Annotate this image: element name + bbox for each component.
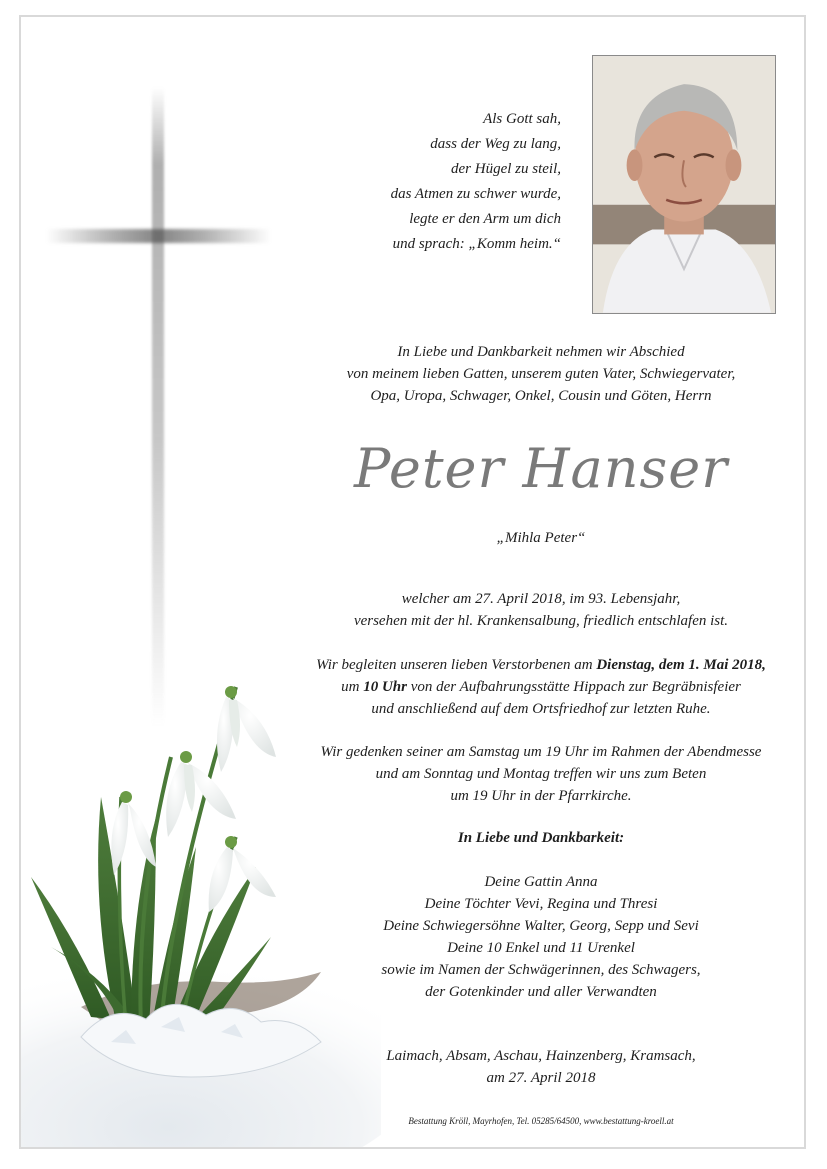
place-line: Laimach, Absam, Aschau, Hainzenberg, Kramsach, bbox=[386, 1048, 696, 1064]
footer-undertaker: Bestattung Kröll, Mayrhofen, Tel. 05285/64500, www.bestattung-kroell.at bbox=[408, 1116, 674, 1126]
snowdrop-flower bbox=[166, 751, 236, 837]
mourners-list bbox=[291, 871, 791, 1003]
mourner-line: sowie im Namen der Schwägerinnen, des Schwagers, bbox=[381, 962, 701, 978]
deceased-name: Peter Hanser bbox=[353, 437, 729, 500]
mourners-heading: In Liebe und Dankbarkeit: bbox=[457, 830, 625, 846]
intro-line: In Liebe und Dankbarkeit nehmen wir Abschied bbox=[397, 344, 685, 360]
portrait-photo bbox=[592, 55, 776, 314]
mourner-line: Deine Gattin Anna bbox=[484, 874, 598, 890]
prayer-line: um 19 Uhr in der Pfarrkirche. bbox=[450, 788, 632, 804]
death-notice bbox=[291, 588, 791, 632]
mourner-line: Deine 10 Enkel und 11 Urenkel bbox=[447, 940, 635, 956]
parte-page bbox=[19, 15, 806, 1149]
funeral-line: um 10 Uhr von der Aufbahrungsstätte Hippach zur Begräbnisfeier bbox=[341, 679, 741, 695]
date-line: am 27. April 2018 bbox=[486, 1070, 596, 1086]
prayer-line: und am Sonntag und Montag treffen wir uns zum Beten bbox=[375, 766, 707, 782]
funeral-time: 10 Uhr bbox=[363, 679, 407, 695]
poem-line: legte er den Arm um dich bbox=[409, 211, 561, 227]
place-date bbox=[291, 1045, 791, 1089]
poem-line: der Hügel zu steil, bbox=[451, 161, 561, 177]
intro-line: von meinem lieben Gatten, unserem guten Vater, Schwiegervater, bbox=[346, 366, 736, 382]
funeral-line: Wir begleiten unseren lieben Verstorbenen am Dienstag, dem 1. Mai 2018, bbox=[316, 657, 766, 673]
funeral-details bbox=[291, 654, 791, 720]
mourner-line: Deine Töchter Vevi, Regina und Thresi bbox=[424, 896, 658, 912]
intro-text bbox=[291, 341, 791, 407]
poem-line: Als Gott sah, bbox=[483, 111, 561, 127]
deceased-nickname: „Mihla Peter“ bbox=[496, 530, 586, 546]
poem-line: und sprach: „Komm heim.“ bbox=[392, 236, 561, 252]
intro-line: Opa, Uropa, Schwager, Onkel, Cousin und Göten, Herrn bbox=[370, 388, 712, 404]
death-notice-line: welcher am 27. April 2018, im 93. Lebensjahr, bbox=[401, 591, 681, 607]
poem-line: das Atmen zu schwer wurde, bbox=[390, 186, 561, 202]
mourner-line: Deine Schwiegersöhne Walter, Georg, Sepp und Sevi bbox=[383, 918, 699, 934]
mourner-line: der Gotenkinder und aller Verwandten bbox=[425, 984, 657, 1000]
memorial-poem bbox=[321, 107, 561, 257]
prayer-line: Wir gedenken seiner am Samstag um 19 Uhr im Rahmen der Abendmesse bbox=[320, 744, 762, 760]
poem-line: dass der Weg zu lang, bbox=[430, 136, 561, 152]
prayer-details bbox=[291, 741, 791, 807]
cross-horizontal-beam bbox=[46, 229, 271, 243]
cross-vertical-beam bbox=[152, 87, 164, 727]
funeral-date: Dienstag, dem 1. Mai 2018, bbox=[596, 657, 766, 673]
funeral-line: und anschließend auf dem Ortsfriedhof zur letzten Ruhe. bbox=[371, 701, 711, 717]
snowdrop-flower bbox=[217, 686, 276, 772]
death-notice-line: versehen mit der hl. Krankensalbung, friedlich entschlafen ist. bbox=[353, 613, 729, 629]
